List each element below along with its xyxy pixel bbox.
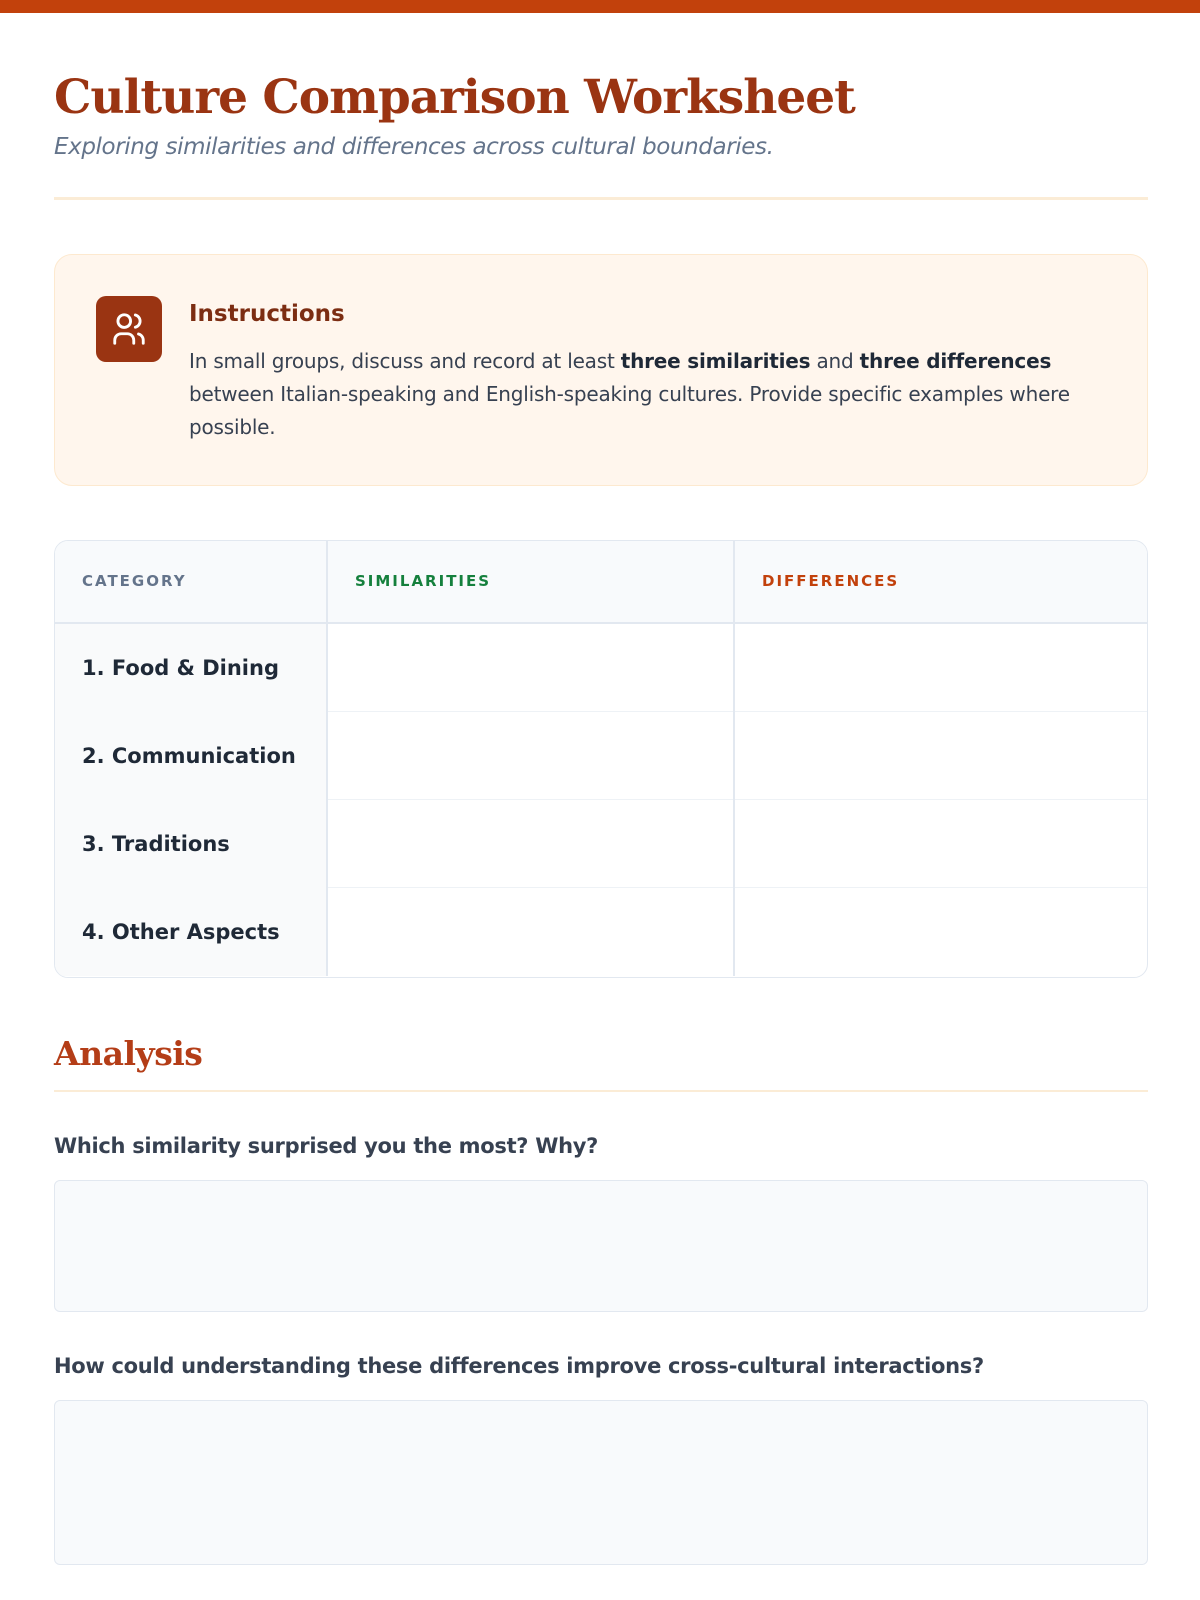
emphasis-differences: three differences xyxy=(859,349,1052,373)
question-1-answer-box[interactable] xyxy=(54,1180,1148,1312)
emphasis-similarities: three similarities xyxy=(620,349,811,373)
category-cell: 4. Other Aspects xyxy=(55,888,328,976)
differences-cell[interactable] xyxy=(735,888,1148,976)
column-header-similarities: SIMILARITIES xyxy=(328,541,735,622)
table-row xyxy=(55,712,1148,800)
instructions-text: In small groups, discuss and record at least three similarities and three differences between Italian-speaking and English-speaking cultures. Provide specific examples where possible. xyxy=(189,349,1070,439)
page-subtitle: Exploring similarities and differences across cultural boundaries. xyxy=(54,134,774,160)
question-1-label: Which similarity surprised you the most? Why? xyxy=(54,1134,598,1158)
similarities-cell[interactable] xyxy=(328,712,735,800)
question-2-answer-box[interactable] xyxy=(54,1400,1148,1565)
differences-cell[interactable] xyxy=(735,800,1148,888)
analysis-heading: Analysis xyxy=(54,1034,203,1073)
instructions-heading: Instructions xyxy=(189,301,345,327)
category-cell: 2. Communication xyxy=(55,712,328,800)
column-header-category: CATEGORY xyxy=(55,541,328,622)
differences-cell[interactable] xyxy=(735,624,1148,712)
category-cell: 1. Food & Dining xyxy=(55,624,328,712)
instructions-panel xyxy=(54,254,1148,486)
similarities-cell[interactable] xyxy=(328,800,735,888)
comparison-table xyxy=(54,540,1148,978)
users-icon xyxy=(96,296,162,362)
table-row xyxy=(55,800,1148,888)
top-accent-bar xyxy=(0,0,1200,13)
analysis-divider xyxy=(54,1090,1148,1092)
table-row xyxy=(55,888,1148,976)
table-row xyxy=(55,624,1148,712)
category-cell: 3. Traditions xyxy=(55,800,328,888)
header-divider xyxy=(54,197,1148,200)
differences-cell[interactable] xyxy=(735,712,1148,800)
page-title: Culture Comparison Worksheet xyxy=(54,70,855,125)
question-2-label: How could understanding these differences improve cross-cultural interactions? xyxy=(54,1354,984,1378)
similarities-cell[interactable] xyxy=(328,624,735,712)
table-header xyxy=(55,541,1148,624)
column-header-differences: DIFFERENCES xyxy=(762,572,900,590)
similarities-cell[interactable] xyxy=(328,888,735,976)
